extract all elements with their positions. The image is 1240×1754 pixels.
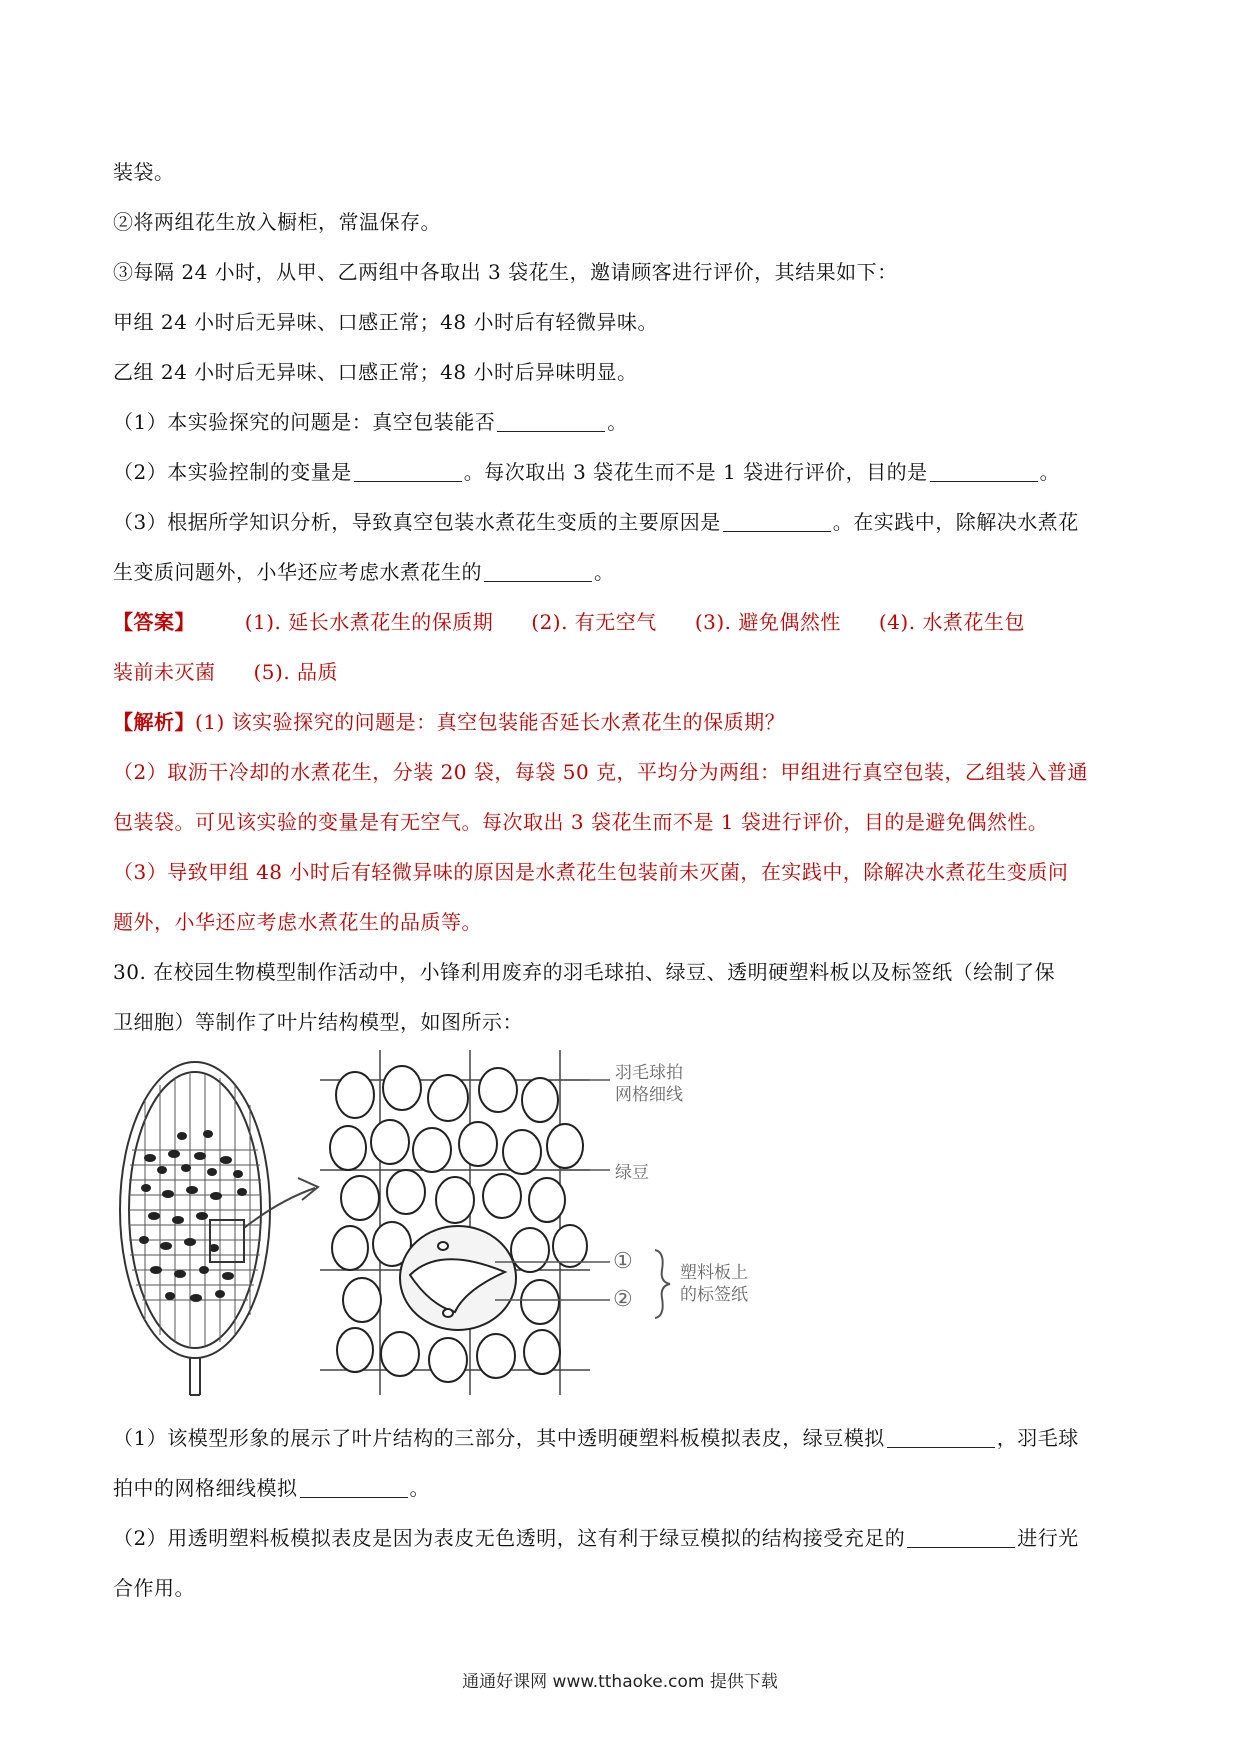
sub1-l2-suffix: 。 — [409, 1476, 430, 1500]
question-29-2 — [113, 458, 1133, 486]
sub1-part2: ，羽毛球 — [996, 1426, 1079, 1450]
label-green-bean: 绿豆 — [615, 1163, 649, 1183]
page-footer: 通通好课网 www.tthaoke.com 提供下载 — [462, 1672, 778, 1692]
zoom-arrow — [244, 1178, 318, 1228]
answer-item: (5). 品质 — [253, 660, 339, 684]
text-line: 甲组 24 小时后无异味、口感正常；48 小时后有轻微异味。 — [113, 310, 658, 334]
question-29-3-cont — [113, 558, 1133, 586]
answer-item: (4). 水煮花生包 — [878, 610, 1025, 634]
sub2-part1: （2）用透明塑料板模拟表皮是因为表皮无色透明，这有利于绿豆模拟的结构接受充足的 — [113, 1526, 906, 1550]
answer-item: 装前未灭菌 — [113, 660, 216, 684]
sub1-part1: （1）该模型形象的展示了叶片结构的三部分，其中透明硬塑料板模拟表皮，绿豆模拟 — [113, 1426, 885, 1450]
racket-string-grid — [129, 1074, 261, 1346]
badminton-racket-illustration — [120, 1062, 270, 1395]
answer-item: (1). 延长水煮花生的保质期 — [244, 610, 494, 634]
analysis-text: (1) 该实验探究的问题是：真空包装能否延长水煮花生的保质期？ — [195, 710, 786, 734]
answer-blank — [723, 511, 831, 532]
text-line: 装袋。 — [113, 160, 175, 184]
q1-prefix: （1）本实验探究的问题是：真空包装能否 — [113, 410, 496, 434]
brace-icon — [655, 1250, 670, 1318]
label-plastic-paper: 的标签纸 — [680, 1285, 748, 1305]
analysis-text: （3）导致甲组 48 小时后有轻微异味的原因是水煮花生包装前未灭菌，在实践中，除解决水煮花生变质问 — [113, 860, 1069, 884]
analysis-text: 包装袋。可见该实验的变量是有无空气。每次取出 3 袋花生而不是 1 袋进行评价，目的是避免偶然性。 — [113, 810, 1049, 834]
green-bean-cells — [330, 1066, 587, 1382]
answer-blank — [907, 1527, 1015, 1548]
answer-line-2 — [113, 658, 1133, 686]
question-30-1 — [113, 1424, 1133, 1452]
text-line: ②将两组花生放入橱柜，常温保存。 — [113, 210, 441, 234]
answer-item: (3). 避免偶然性 — [694, 610, 841, 634]
q3-part2: 。在实践中，除解决水煮花 — [832, 510, 1079, 534]
label-circle-2: ② — [613, 1287, 633, 1312]
enlarged-leaf-model — [320, 1050, 610, 1395]
question-30-stem: 卫细胞）等制作了叶片结构模型，如图所示： — [113, 1010, 523, 1034]
q3-part1: （3）根据所学知识分析，导致真空包装水煮花生变质的主要原因是 — [113, 510, 721, 534]
leaf-model-figure — [110, 1050, 890, 1402]
answer-tag: 【答案】 — [113, 610, 195, 634]
sub2-part2: 进行光 — [1017, 1526, 1079, 1550]
question-30-1-cont — [113, 1474, 1133, 1502]
answer-line — [113, 608, 1133, 636]
question-30-2 — [113, 1524, 1133, 1552]
analysis-line — [113, 708, 1133, 736]
label-racket-net: 羽毛球拍 — [615, 1063, 683, 1083]
answer-blank — [484, 561, 592, 582]
question-29-1 — [113, 408, 1133, 436]
answer-blank — [300, 1477, 408, 1498]
answer-blank — [887, 1427, 995, 1448]
answer-blank — [354, 461, 462, 482]
q3-line2-suffix: 。 — [594, 560, 615, 584]
guard-cell-label-paper — [400, 1226, 516, 1330]
q3-line2-prefix: 生变质问题外，小华还应考虑水煮花生的 — [113, 560, 482, 584]
answer-blank — [930, 461, 1038, 482]
analysis-text: （2）取沥干冷却的水煮花生，分装 20 袋，每袋 50 克，平均分为两组：甲组进行真空包装，乙组装入普通 — [113, 760, 1089, 784]
beans-on-racket — [139, 1130, 247, 1302]
text-line: 乙组 24 小时后无异味、口感正常；48 小时后异味明显。 — [113, 360, 638, 384]
q2-suffix: 。 — [1039, 460, 1061, 484]
q1-suffix: 。 — [607, 410, 628, 434]
text-line: ③每隔 24 小时，从甲、乙两组中各取出 3 袋花生，邀请顾客进行评价，其结果如下： — [113, 260, 898, 284]
analysis-text: 题外，小华还应考虑水煮花生的品质等。 — [113, 910, 482, 934]
question-30-stem: 30. 在校园生物模型制作活动中，小锋利用废弃的羽毛球拍、绿豆、透明硬塑料板以及标签纸（绘制了保 — [113, 960, 1056, 984]
label-racket-net: 网格细线 — [615, 1085, 683, 1105]
answer-item: (2). 有无空气 — [531, 610, 657, 634]
sub1-l2-prefix: 拍中的网格细线模拟 — [113, 1476, 298, 1500]
label-plastic-paper: 塑料板上 — [680, 1263, 748, 1283]
analysis-tag: 【解析】 — [113, 710, 195, 734]
q2-part2: 。每次取出 3 袋花生而不是 1 袋进行评价，目的是 — [463, 460, 928, 484]
question-30-2-cont: 合作用。 — [113, 1576, 195, 1600]
question-29-3 — [113, 508, 1133, 536]
zoom-box — [210, 1220, 244, 1262]
q2-part1: （2）本实验控制的变量是 — [113, 460, 352, 484]
answer-blank — [497, 411, 605, 432]
label-circle-1: ① — [613, 1249, 633, 1274]
